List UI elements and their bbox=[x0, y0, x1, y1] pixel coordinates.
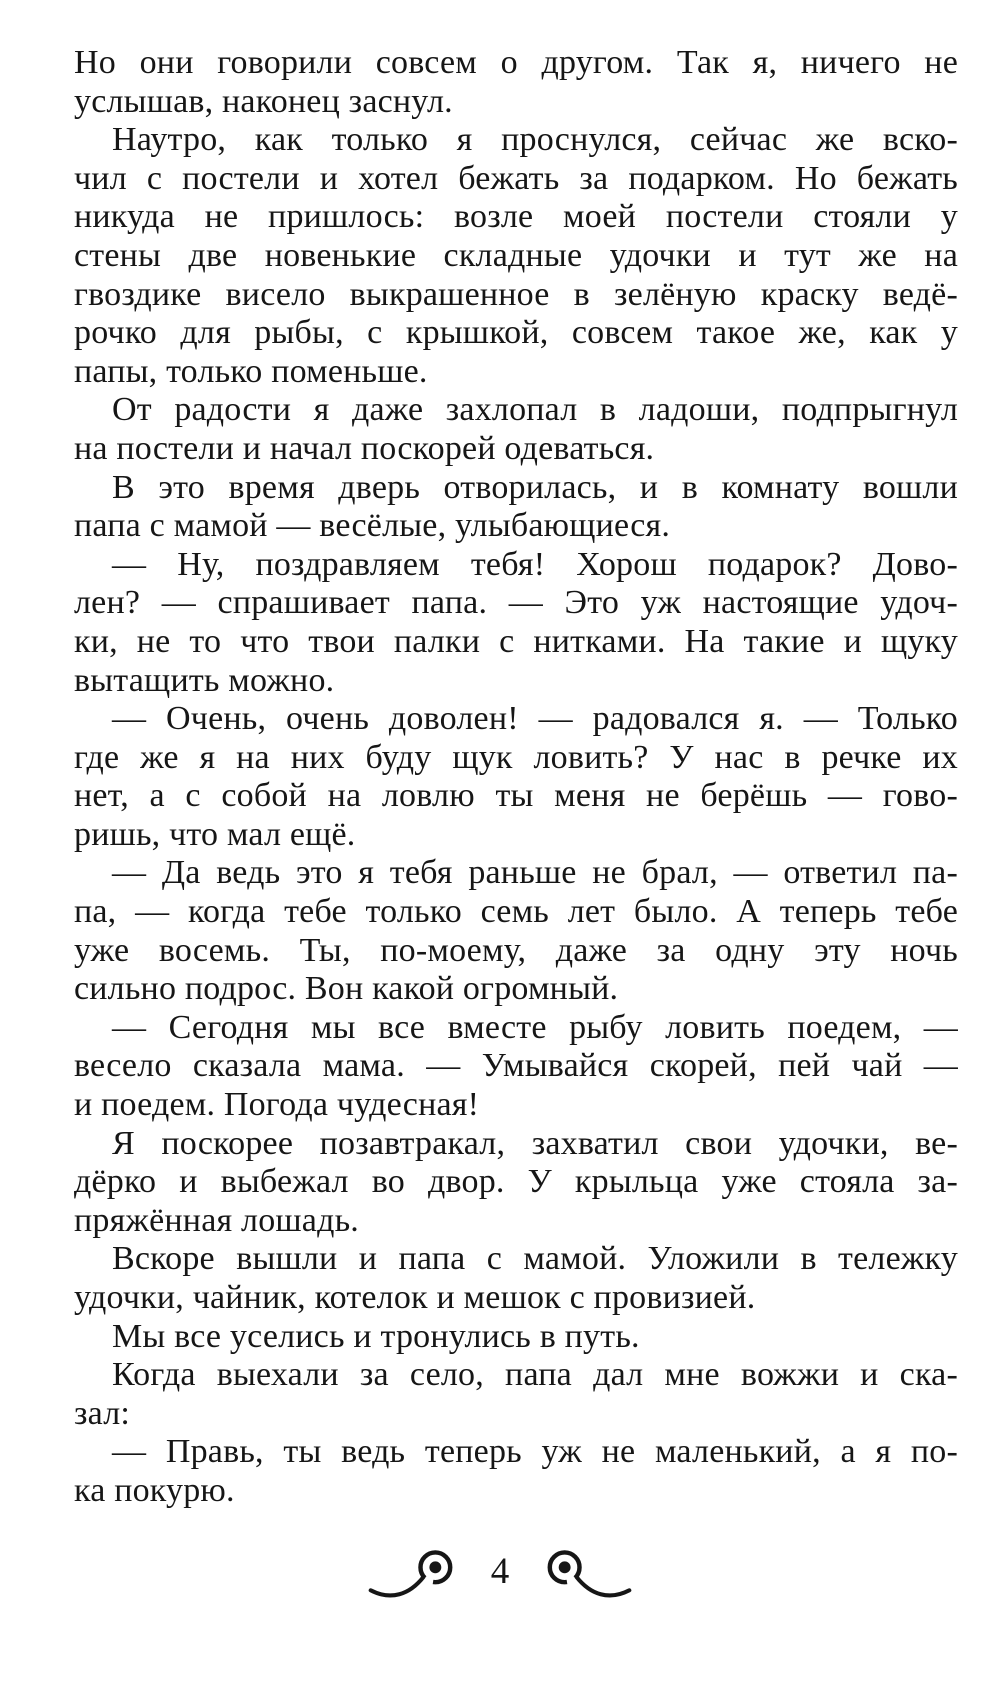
text-line: рочко для рыбы, с крышкой, совсем такое же, как у bbox=[74, 314, 958, 352]
text-line: стены две новенькие складные удочки и тут же на bbox=[74, 236, 958, 274]
text-line: па, — когда тебе только семь лет было. А теперь тебе bbox=[74, 893, 958, 931]
text-line: Когда выехали за село, папа дал мне вожжи и ска- bbox=[112, 1356, 958, 1394]
text-line: — Да ведь это я тебя раньше не брал, — ответил па- bbox=[112, 854, 958, 892]
text-line: ришь, что мал ещё. bbox=[74, 815, 356, 853]
text-line: ки, не то что твои палки с нитками. На такие и щуку bbox=[74, 622, 958, 660]
text-line: сильно подрос. Вон какой огромный. bbox=[74, 970, 619, 1008]
text-line: Наутро, как только я проснулся, сейчас же вско- bbox=[112, 121, 958, 159]
text-line: — Очень, очень доволен! — радовался я. — Только bbox=[112, 700, 958, 738]
paragraph bbox=[74, 546, 958, 700]
paragraph bbox=[74, 1433, 958, 1510]
text-block bbox=[74, 44, 958, 1511]
text-line: папа с мамой — весёлые, улыбающиеся. bbox=[74, 507, 671, 545]
paragraph bbox=[74, 1318, 958, 1357]
page-number: 4 bbox=[490, 1550, 510, 1592]
text-line: гвоздике висело выкрашенное в зелёную краску ведё- bbox=[74, 275, 958, 313]
text-line: — Ну, поздравляем тебя! Хорош подарок? Дово- bbox=[112, 545, 958, 583]
text-line: нет, а с собой на ловлю ты меня не берёшь — гово- bbox=[74, 777, 958, 815]
text-line: удочки, чайник, котелок и мешок с провизией. bbox=[74, 1279, 756, 1316]
paragraph bbox=[74, 1009, 958, 1125]
text-line: Мы все уселись и тронулись в путь. bbox=[112, 1317, 640, 1355]
text-line: зал: bbox=[74, 1394, 131, 1432]
text-line: Я поскорее позавтракал, захватил свои удочки, ве- bbox=[112, 1124, 958, 1162]
paragraph bbox=[74, 469, 958, 546]
text-line: папы, только поменьше. bbox=[74, 352, 428, 390]
text-line: вытащить можно. bbox=[74, 661, 335, 699]
text-line: пряжённая лошадь. bbox=[74, 1201, 359, 1239]
text-line: ка покурю. bbox=[74, 1471, 235, 1509]
text-line: никуда не пришлось: возле моей постели стояли у bbox=[74, 198, 958, 236]
text-line: — Правь, ты ведь теперь уж не маленький, а я по- bbox=[112, 1433, 958, 1471]
text-line: лен? — спрашивает папа. — Это уж настоящие удоч- bbox=[74, 584, 958, 622]
paragraph bbox=[74, 1356, 958, 1433]
swash-flourish-right-icon bbox=[529, 1548, 633, 1600]
text-line: В это время дверь отворилась, и в комнату вошли bbox=[112, 468, 958, 506]
text-line: уже восемь. Ты, по-моему, даже за одну эту ночь bbox=[74, 931, 958, 969]
paragraph bbox=[74, 854, 958, 1008]
paragraph bbox=[74, 44, 958, 121]
text-line: чил с постели и хотел бежать за подарком. Но бежать bbox=[74, 159, 958, 197]
swash-flourish-left-icon bbox=[367, 1548, 471, 1600]
page-footer bbox=[0, 1548, 1000, 1600]
text-line: весело сказала мама. — Умывайся скорей, пей чай — bbox=[74, 1047, 958, 1085]
text-line: на постели и начал поскорей одеваться. bbox=[74, 429, 655, 467]
text-line: и поедем. Погода чудесная! bbox=[74, 1086, 480, 1124]
paragraph bbox=[74, 1125, 958, 1241]
paragraph bbox=[74, 700, 958, 854]
text-line: — Сегодня мы все вместе рыбу ловить поедем, — bbox=[112, 1008, 958, 1046]
text-line: дёрко и выбежал во двор. У крыльца уже стояла за- bbox=[74, 1163, 958, 1201]
text-line: Вскоре вышли и папа с мамой. Уложили в тележку bbox=[112, 1240, 958, 1278]
text-line: услышав, наконец заснул. bbox=[74, 82, 453, 120]
paragraph bbox=[74, 121, 958, 391]
paragraph bbox=[74, 1240, 958, 1317]
text-line: где же я на них буду щук ловить? У нас в речке их bbox=[74, 738, 958, 776]
text-line: От радости я даже захлопал в ладоши, подпрыгнул bbox=[112, 391, 958, 429]
text-line: Но они говорили совсем о другом. Так я, ничего не bbox=[74, 44, 958, 81]
paragraph bbox=[74, 391, 958, 468]
